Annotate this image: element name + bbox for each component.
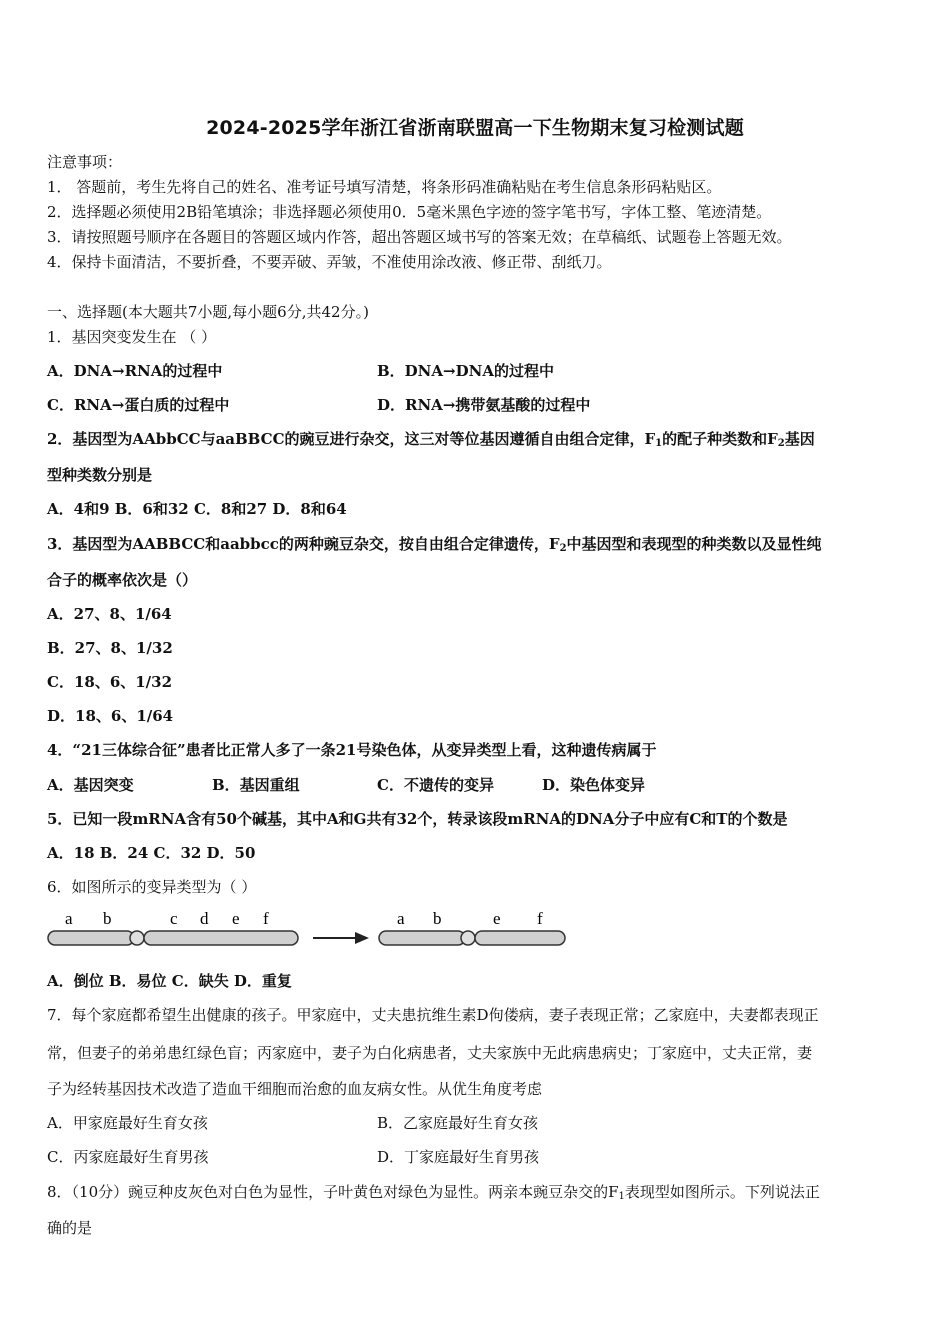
notice-item: 2．选择题必须使用2B铅笔填涂；非选择题必须使用0．5毫米黑色字迹的签字笔书写，字体工整、笔迹清楚。 [47,203,772,221]
gene-label: f [263,909,269,928]
q4-option-d: D．染色体变异 [542,776,646,794]
q1-option-c: C．RNA→蛋白质的过程中 [47,396,230,414]
q3-option-c: C．18、6、1/32 [47,673,173,691]
question-7-stem-cont: 子为经转基因技术改造了造血干细胞而治愈的血友病女性。从优生角度考虑 [47,1080,543,1098]
gene-label: f [537,909,543,928]
question-8-stem-cont: 确的是 [47,1219,93,1237]
q1-option-b: B．DNA→DNA的过程中 [377,362,554,380]
section-heading: 一、选择题(本大题共7小题,每小题6分,共42分。) [47,303,369,321]
gene-label: b [103,909,112,928]
gene-label: d [200,909,209,928]
centromere-left [130,931,144,945]
gene-label: e [232,909,240,928]
centromere-right [461,931,475,945]
question-7-stem-cont: 常，但妻子的弟弟患红绿色盲；丙家庭中，妻子为白化病患者，丈夫家族中无此病患病史；丁家庭中，丈夫正常，妻 [47,1044,813,1062]
q2-options: A．4和9 B．6和32 C．8和27 D．8和64 [47,500,347,518]
chromosome-arm-left-2 [144,931,298,945]
notice-item: 1． 答题前，考生先将自己的姓名、准考证号填写清楚，将条形码准确粘贴在考生信息条形码粘贴区。 [47,178,722,196]
notice-heading: 注意事项： [47,153,123,171]
gene-label: a [65,909,73,928]
gene-label: b [433,909,442,928]
chromosome-arm-right-1 [379,931,465,945]
q7-option-d: D．丁家庭最好生育男孩 [377,1148,540,1166]
q4-option-a: A．基因突变 [47,776,134,794]
gene-label: c [170,909,178,928]
question-2-stem: 2．基因型为AAbbCC与aaBBCC的豌豆进行杂交，这三对等位基因遵循自由组合定律，$F_1$的配子种类数和$F_2$基因 [47,430,815,449]
q3-option-b: B．27、8、1/32 [47,639,173,657]
question-4-stem: 4．“21三体综合征”患者比正常人多了一条21号染色体，从变异类型上看，这种遗传病属于 [47,741,657,759]
notice-item: 4．保持卡面清洁，不要折叠，不要弄破、弄皱，不准使用涂改液、修正带、刮纸刀。 [47,253,612,271]
chromosome-arm-right-2 [475,931,565,945]
q5-options: A．18 B．24 C．32 D．50 [47,844,256,862]
gene-label: a [397,909,405,928]
question-6-stem: 6．如图所示的变异类型为（ ） [47,878,257,896]
notice-item: 3．请按照题号顺序在各题目的答题区域内作答，超出答题区域书写的答案无效；在草稿纸、试题卷上答题无效。 [47,228,792,246]
question-7-stem: 7．每个家庭都希望生出健康的孩子。甲家庭中，丈夫患抗维生素D佝偻病，妻子表现正常；乙家庭中，夫妻都表现正 [47,1006,819,1024]
q4-options [47,775,645,795]
question-1-stem: 1．基因突变发生在 （ ） [47,328,217,346]
q7-option-c: C．丙家庭最好生育男孩 [47,1148,209,1166]
q7-option-b: B．乙家庭最好生育女孩 [377,1114,539,1132]
q7-option-a: A．甲家庭最好生育女孩 [47,1114,208,1132]
chromosome-arm-left-1 [48,931,134,945]
question-8-stem: 8．（10分）豌豆种皮灰色对白色为显性，子叶黄色对绿色为显性。两亲本豌豆杂交的$F_1$表现型如图所示。下列说法正 [47,1183,820,1202]
chromosome-diagram [45,905,575,955]
q6-options: A．倒位 B．易位 C．缺失 D．重复 [47,972,292,990]
page-title: 2024-2025学年浙江省浙南联盟高一下生物期末复习检测试题 [206,117,744,139]
q3-option-d: D．18、6、1/64 [47,707,174,725]
arrow-head [355,932,369,944]
question-2-stem-cont: 型种类数分别是 [47,466,153,484]
q3-option-a: A．27、8、1/64 [47,605,172,623]
q4-option-c: C．不遗传的变异 [377,776,494,794]
question-3-stem-cont: 合子的概率依次是（） [47,571,198,589]
question-3-stem: 3．基因型为AABBCC和aabbcc的两种豌豆杂交，按自由组合定律遗传，$F_2$中基因型和表现型的种类数以及显性纯 [47,535,822,554]
gene-label: e [493,909,501,928]
question-5-stem: 5．已知一段mRNA含有50个碱基，其中A和G共有32个，转录该段mRNA的DNA分子中应有C和T的个数是 [47,810,788,828]
q1-option-d: D．RNA→携带氨基酸的过程中 [377,396,591,414]
q1-option-a: A．DNA→RNA的过程中 [47,362,223,380]
q4-option-b: B．基因重组 [212,776,300,794]
